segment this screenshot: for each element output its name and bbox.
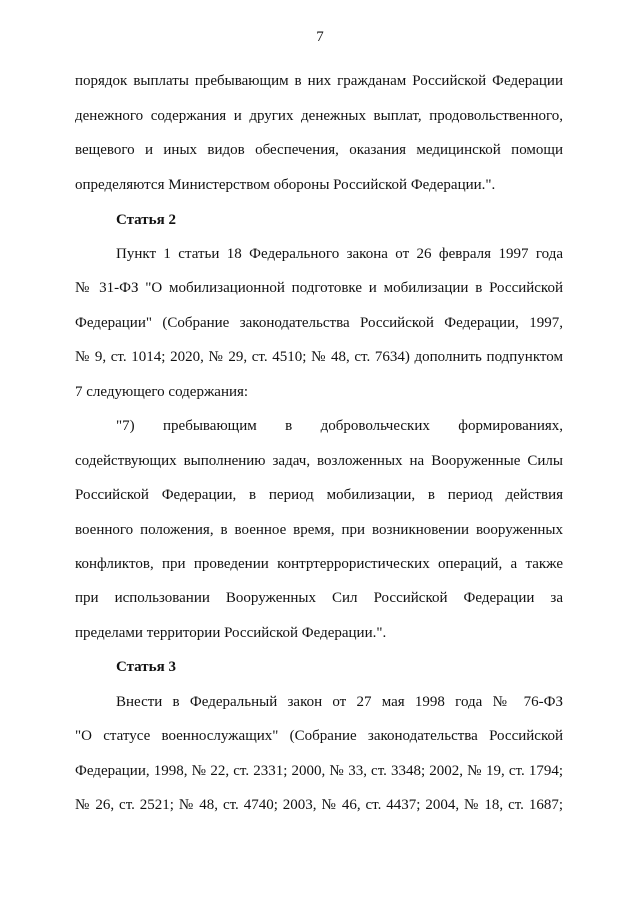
text-line: 7 следующего содержания: bbox=[75, 384, 249, 400]
text-line: Федерации" (Собрание законодательства Российской Федерации, 1997, bbox=[75, 315, 563, 331]
text-line: Российской Федерации, в период мобилизации, в период действия bbox=[75, 487, 563, 503]
text-line: пределами территории Российской Федерации.". bbox=[75, 625, 387, 641]
article-heading: Статья 2 bbox=[116, 212, 176, 228]
text-line: Пункт 1 статьи 18 Федерального закона от 26 февраля 1997 года bbox=[116, 246, 563, 262]
text-line: "7) пребывающим в добровольческих формированиях, bbox=[116, 418, 563, 434]
text-line: вещевого и иных видов обеспечения, оказания медицинской помощи bbox=[75, 142, 563, 158]
text-line: № 26, ст. 2521; № 48, ст. 4740; 2003, № 46, ст. 4437; 2004, № 18, ст. 1687; bbox=[75, 797, 563, 813]
text-line: "О статусе военнослужащих" (Собрание законодательства Российской bbox=[75, 728, 563, 744]
text-line: порядок выплаты пребывающим в них гражданам Российской Федерации bbox=[75, 73, 563, 89]
text-line: определяются Министерством обороны Российской Федерации.". bbox=[75, 177, 496, 193]
text-line: военного положения, в военное время, при возникновении вооруженных bbox=[75, 522, 563, 538]
page-number: 7 bbox=[316, 29, 324, 45]
text-line: содействующих выполнению задач, возложенных на Вооруженные Силы bbox=[75, 453, 563, 469]
text-line: Федерации, 1998, № 22, ст. 2331; 2000, № 33, ст. 3348; 2002, № 19, ст. 1794; bbox=[75, 763, 563, 779]
article-heading: Статья 3 bbox=[116, 659, 176, 675]
text-line: № 31-ФЗ "О мобилизационной подготовке и мобилизации в Российской bbox=[75, 280, 563, 296]
text-line: денежного содержания и других денежных выплат, продовольственного, bbox=[75, 108, 563, 124]
text-line: конфликтов, при проведении контртеррористических операций, а также bbox=[75, 556, 563, 572]
text-line: Внести в Федеральный закон от 27 мая 1998 года № 76-ФЗ bbox=[116, 694, 563, 710]
text-line: № 9, ст. 1014; 2020, № 29, ст. 4510; № 48, ст. 7634) дополнить подпунктом bbox=[75, 349, 563, 365]
text-line: при использовании Вооруженных Сил Российской Федерации за bbox=[75, 590, 563, 606]
